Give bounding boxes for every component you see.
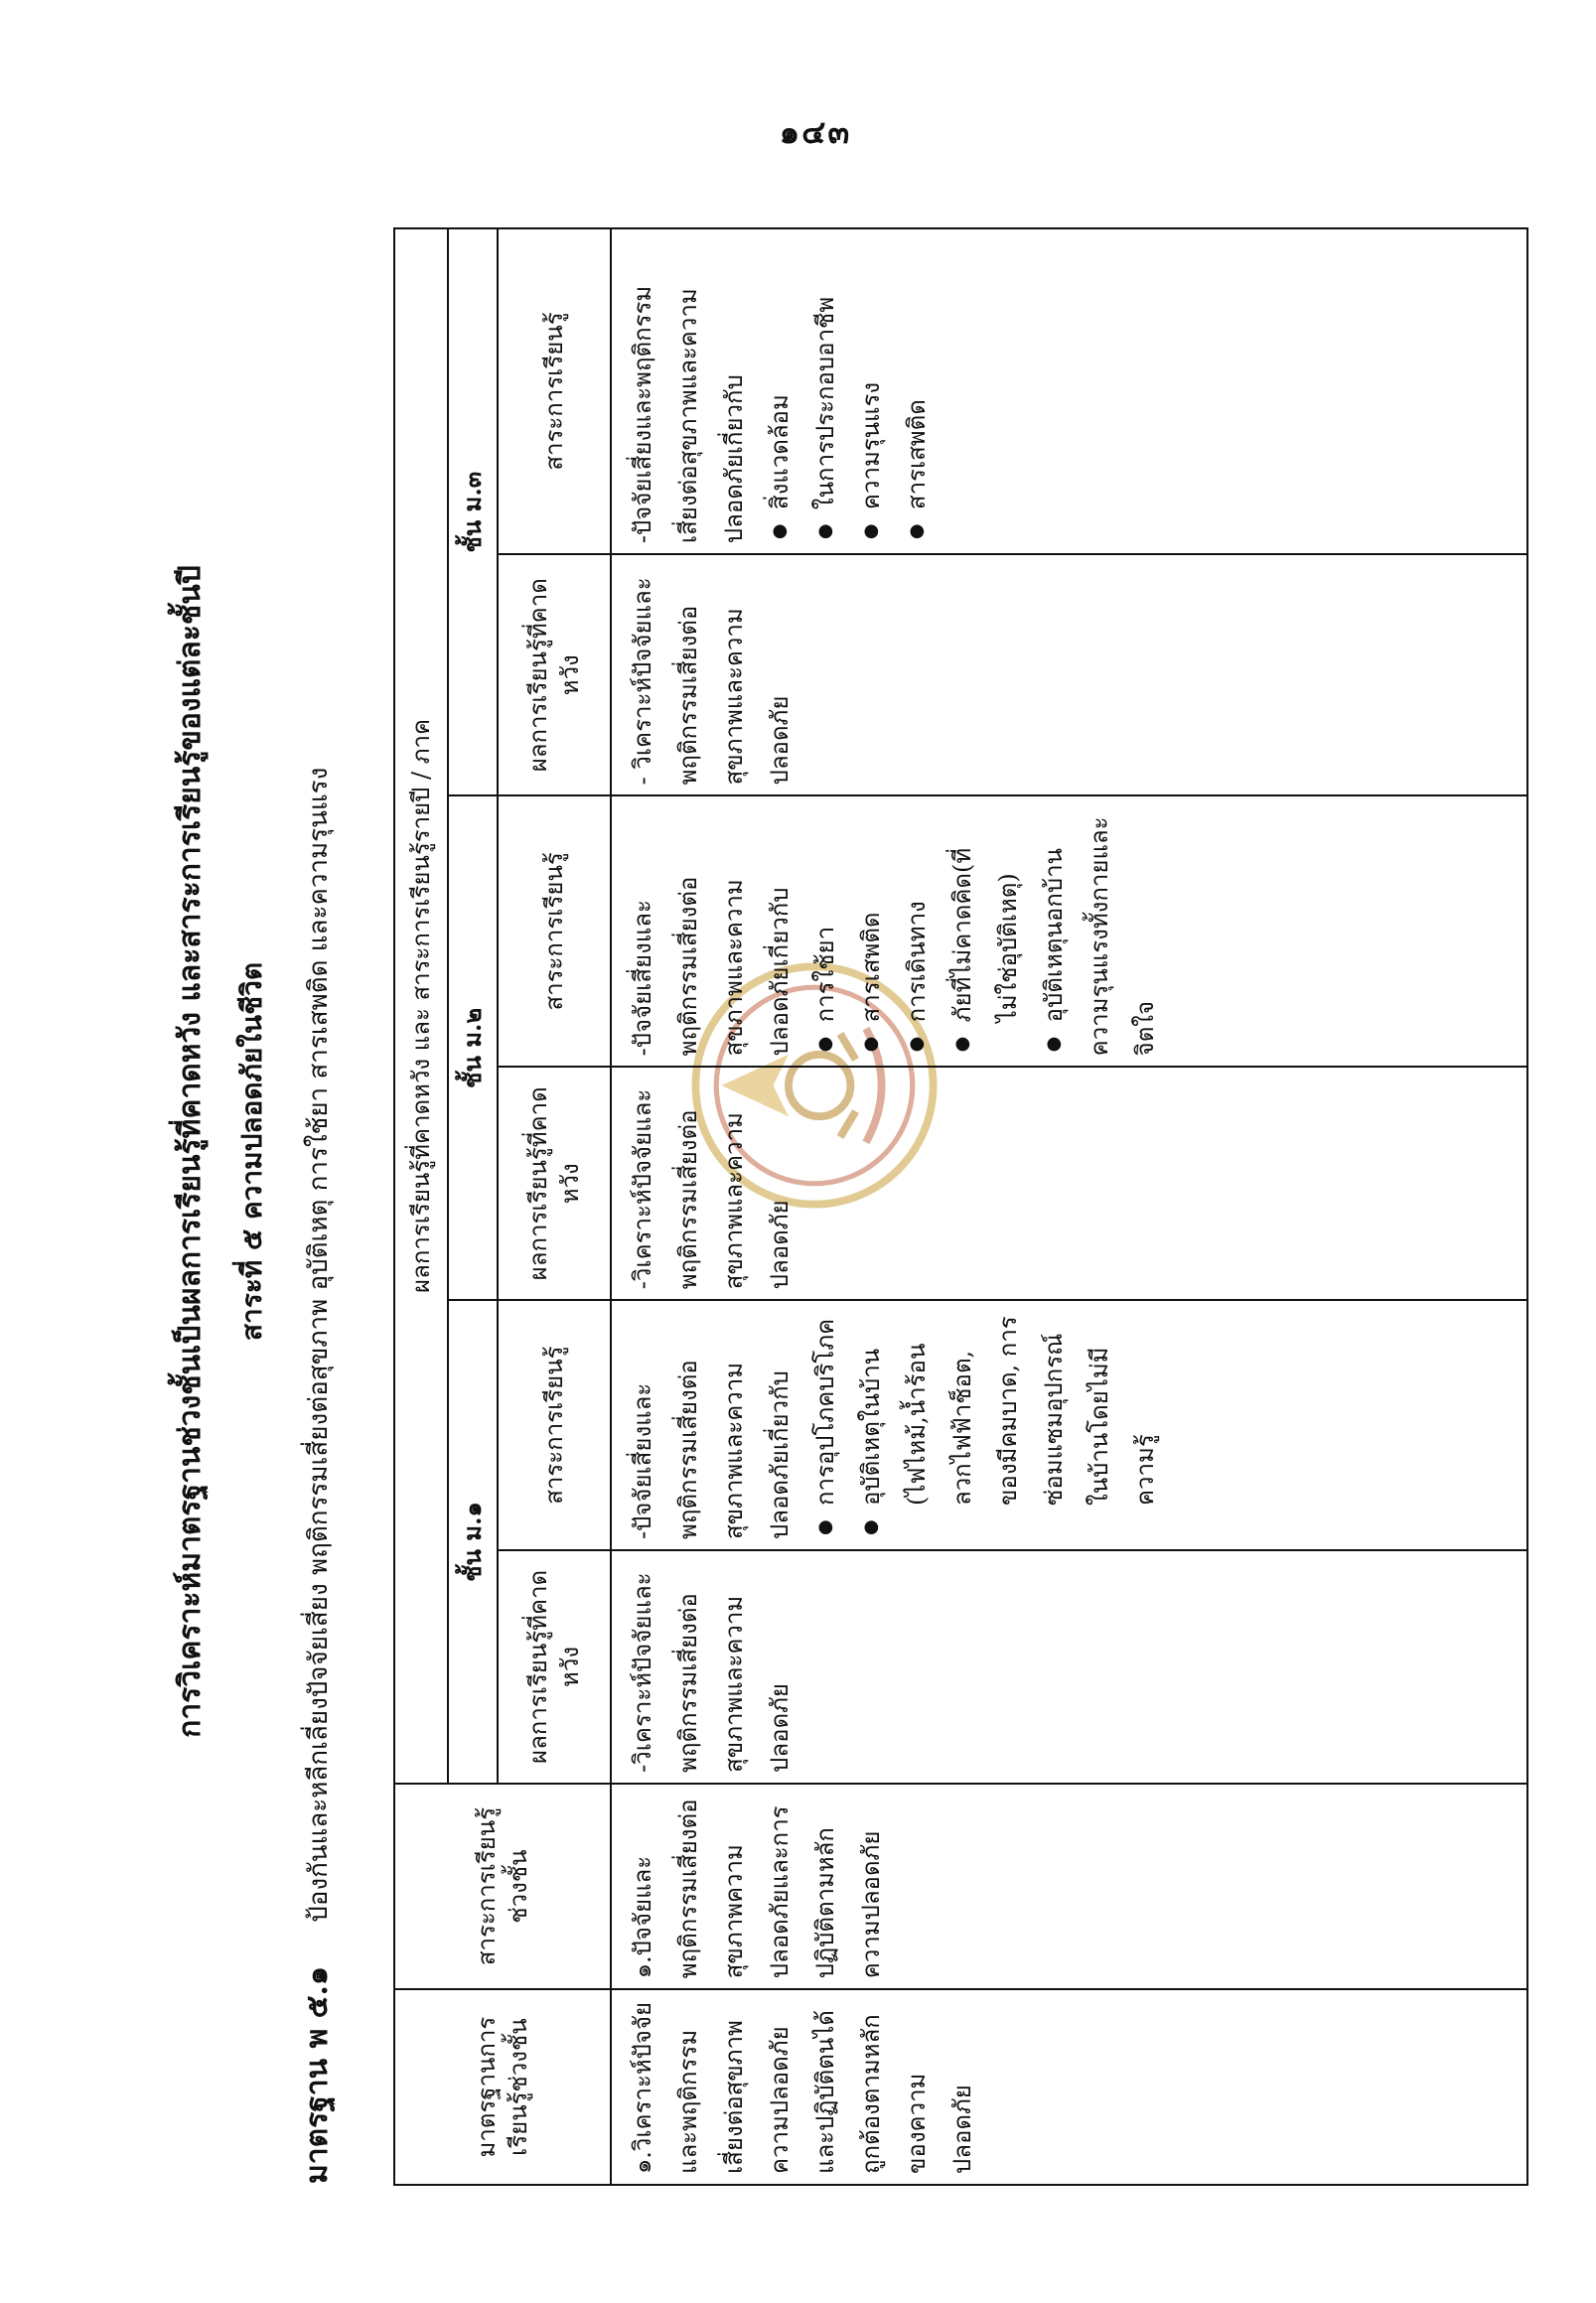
- list-item: ● การเดินทาง: [894, 806, 940, 1056]
- m3-content-cell: -ปัจจัยเสี่ยงและพฤติกรรมเสี่ยงต่อสุขภาพและความปลอดภัยเกี่ยวกับ ● สิ่งแวดล้อม ● ในการประกอบอาชีพ ● ความรุนแรง ● สารเสพติด: [611, 228, 1527, 554]
- m1-content-list: [802, 1311, 1168, 1539]
- m3-outcome-cell: - วิเคราะห์ปัจจัยและพฤติกรรมเสี่ยงต่อสุขภาพและความปลอดภัย: [611, 554, 1527, 795]
- list-item: ● สารเสพติด: [848, 806, 894, 1056]
- standard-cell: ๑.วิเคราะห์ปัจจัยและพฤติกรรมเสี่ยงต่อสุขภาพความปลอดภัยและปฏิบัติตนได้ถูกต้องตามหลักของความปลอดภัย: [611, 1989, 1527, 2185]
- page-title: การวิเคราะห์มาตรฐานช่วงชั้นเป็นผลการเรียนรู้ที่คาดหวัง และสาระการเรียนรู้ของแต่ละชั้นปี: [173, 565, 208, 1738]
- m3-content-header: สาระการเรียนรู้: [498, 228, 611, 554]
- page-number: ๑๔๓: [779, 113, 852, 151]
- list-item: ● สิ่งแวดล้อม: [757, 239, 802, 543]
- list-item: ● ในการประกอบอาชีพ: [802, 239, 848, 543]
- list-item: ● อุบัติเหตุในบ้าน (ไฟไหม้,น้ำร้อนลวกไฟฟ้าช็อต, ของมีคมบาด, การซ่อมแซมอุปกรณ์ในบ้านโดยไม่มีความรู้: [848, 1311, 1168, 1539]
- grade-header-m1: ชั้น ม.๑: [448, 1300, 498, 1784]
- list-item: ● การอุปโภคบริโภค: [802, 1311, 848, 1539]
- curriculum-table: [393, 227, 1528, 2186]
- standard-code: มาตรฐาน พ ๕.๑: [300, 1966, 335, 2184]
- table-row: [611, 228, 1527, 2185]
- col-header-standard: มาตรฐานการเรียนรู้ช่วงชั้น: [394, 1989, 611, 2185]
- m1-outcome-cell: -วิเคราะห์ปัจจัยและพฤติกรรมเสี่ยงต่อสุขภาพและความปลอดภัย: [611, 1550, 1527, 1784]
- m1-outcome-header: ผลการเรียนรู้ที่คาดหวัง: [498, 1550, 611, 1784]
- m2-content-header: สาระการเรียนรู้: [498, 795, 611, 1067]
- m2-outcome-cell: -วิเคราะห์ปัจจัยและพฤติกรรมเสี่ยงต่อสุขภาพและความปลอดภัย: [611, 1067, 1527, 1300]
- m1-content-cell: -ปัจจัยเสี่ยงและพฤติกรรมเสี่ยงต่อสุขภาพและความปลอดภัยเกี่ยวกับ ● การอุปโภคบริโภค ● อุบัติเหตุในบ้าน (ไฟไหม้,น้ำร้อนลวกไฟฟ้าช็อต, ของมีคมบาด, การซ่อมแซมอุปกรณ์ในบ้านโดยไม่มีความรู้: [611, 1300, 1527, 1550]
- col-header-strand: สาระการเรียนรู้ช่วงชั้น: [394, 1784, 611, 1989]
- m2-content-tail: ความรุนแรงทั้งกายและจิตใจ: [1086, 816, 1159, 1057]
- list-item: ● ภัยที่ไม่คาดคิด(ที่ไม่ใช่อุบัติเหตุ): [940, 806, 1031, 1056]
- m3-outcome-header: ผลการเรียนรู้ที่คาดหวัง: [498, 554, 611, 795]
- m1-content-header: สาระการเรียนรู้: [498, 1300, 611, 1550]
- m2-content-cell: -ปัจจัยเสี่ยงและพฤติกรรมเสี่ยงต่อสุขภาพและความปลอดภัยเกี่ยวกับ ● การใช้ยา ● สารเสพติด ● การเดินทาง ● ภัยที่ไม่คาดคิด(ที่ไม่ใช่อุบัติเหตุ) ● อุบัติเหตุนอกบ้าน ความรุนแรงทั้งกายและจิตใจ: [611, 795, 1527, 1067]
- strand-cell: ๑.ปัจจัยและพฤติกรรมเสี่ยงต่อสุขภาพความปลอดภัยและการปฏิบัติตามหลักความปลอดภัย: [611, 1784, 1527, 1989]
- list-item: ● ความรุนแรง: [848, 239, 894, 543]
- strand-subtitle: สาระที่ ๕ ความปลอดภัยในชีวิต: [235, 961, 268, 1342]
- list-item: ● สารเสพติด: [894, 239, 940, 543]
- grade-header-m2: ชั้น ม.๒: [448, 795, 498, 1300]
- list-item: ● อุบัติเหตุนอกบ้าน: [1031, 806, 1077, 1056]
- m3-content-list: [757, 239, 940, 543]
- m2-content-list: [802, 806, 1077, 1056]
- list-item: ● การใช้ยา: [802, 806, 848, 1056]
- group-header: ผลการเรียนรู้ที่คาดหวัง และ สาระการเรียนรู้รายปี / ภาค: [394, 228, 448, 1784]
- standard-line: [294, 768, 341, 2184]
- m2-outcome-header: ผลการเรียนรู้ที่คาดหวัง: [498, 1067, 611, 1300]
- grade-header-m3: ชั้น ม.๓: [448, 228, 498, 795]
- standard-description: ป้องกันและหลีกเลี่ยงปัจจัยเสี่ยง พฤติกรรมเสี่ยงต่อสุขภาพ อุบัติเหตุ การใช้ยา สารเสพติด และความรุนแรง: [304, 767, 334, 1923]
